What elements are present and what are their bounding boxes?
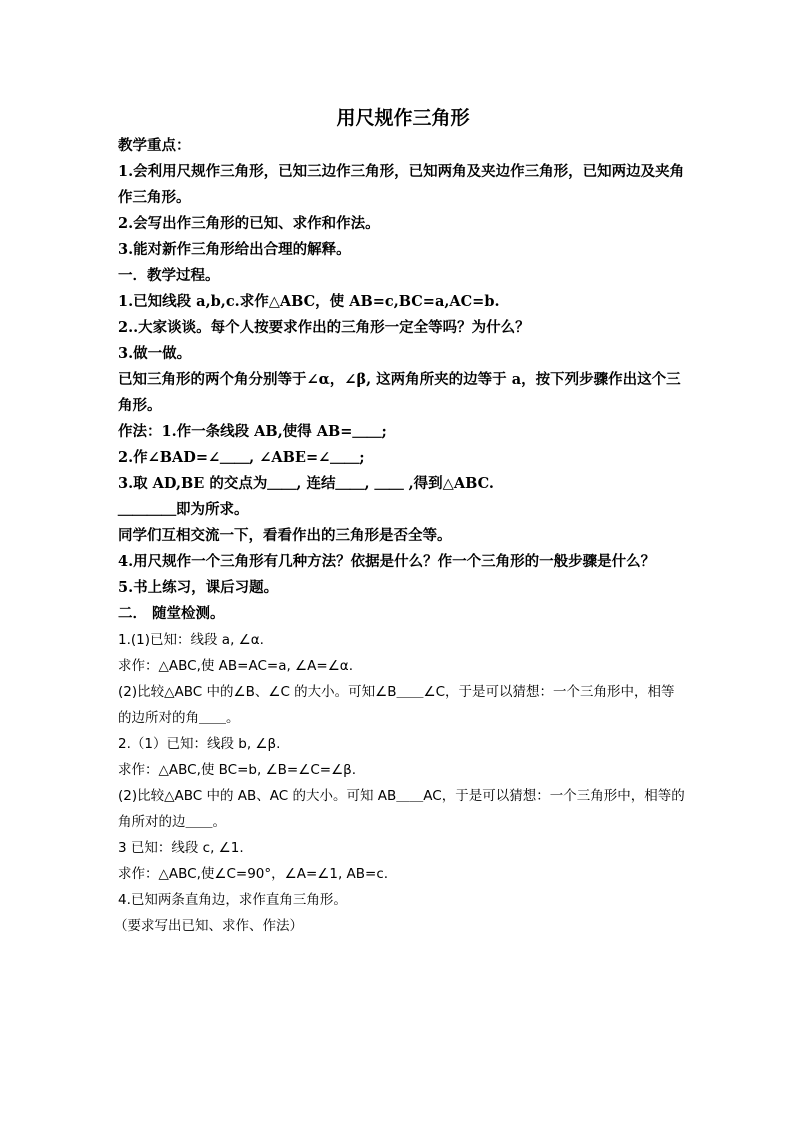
method-step-2: 2.作∠BAD=∠＿＿, ∠ABE=∠＿＿; (118, 449, 365, 466)
method-result: ＿＿＿＿即为所求。 (118, 501, 249, 518)
check-heading: 二． 随堂检测。 (118, 605, 225, 622)
process-heading: 一．教学过程。 (118, 267, 220, 284)
focus-item-1: 1.会利用尺规作三角形，已知三边作三角形，已知两角及夹边作三角形，已知两边及夹角作三角形。 (118, 163, 685, 206)
question-2-compare: (2)比较△ABC 中的 AB、AC 的大小。可知 AB＿＿AC，于是可以猜想：一个三角形中，相等的角所对的边＿＿。 (118, 788, 685, 830)
focus-heading: 教学重点： (118, 137, 191, 154)
method-step-1: 作法：1.作一条线段 AB,使得 AB=＿＿; (118, 423, 387, 440)
question-1-given: 1.(1)已知：线段 a, ∠α. (118, 632, 264, 648)
process-step-3: 3.做一做。 (118, 345, 192, 362)
question-2-construct: 求作：△ABC,使 BC=b, ∠B=∠C=∠β. (118, 762, 357, 778)
question-1-construct: 求作：△ABC,使 AB=AC=a, ∠A=∠α. (118, 658, 353, 674)
document-page (114, 103, 688, 939)
question-3-construct: 求作：△ABC,使∠C=90°，∠A=∠1, AB=c. (118, 866, 389, 882)
process-step-4: 4.用尺规作一个三角形有几种方法？依据是什么？作一个三角形的一般步骤是什么？ (118, 553, 656, 570)
exchange-note: 同学们互相交流一下，看看作出的三角形是否全等。 (118, 527, 452, 544)
question-2-given: 2.（1）已知：线段 b, ∠β. (118, 736, 281, 752)
focus-item-2: 2.会写出作三角形的已知、求作和作法。 (118, 215, 380, 232)
question-4: 4.已知两条直角边，求作直角三角形。 (118, 892, 347, 908)
question-1-compare: (2)比较△ABC 中的∠B、∠C 的大小。可知∠B＿＿∠C，于是可以猜想：一个三角形中，相等的边所对的角＿＿。 (118, 684, 675, 726)
question-4-note: （要求写出已知、求作、作法） (114, 918, 303, 934)
process-step-1: 1.已知线段 a,b,c.求作△ABC，使 AB=c,BC=a,AC=b. (118, 293, 500, 310)
process-step-2: 2..大家谈谈。每个人按要求作出的三角形一定全等吗？为什么？ (118, 319, 530, 336)
process-step-5: 5.书上练习，课后习题。 (118, 579, 279, 596)
page-title: 用尺规作三角形 (336, 107, 470, 129)
question-3-given: 3 已知：线段 c, ∠1. (118, 840, 244, 856)
method-step-3: 3.取 AD,BE 的交点为＿＿, 连结＿＿, ＿＿ ,得到△ABC. (118, 475, 494, 492)
focus-item-3: 3.能对新作三角形给出合理的解释。 (118, 241, 351, 258)
process-step-3-description: 已知三角形的两个角分别等于∠α，∠β, 这两角所夹的边等于 a，按下列步骤作出这个三角形。 (118, 371, 681, 414)
